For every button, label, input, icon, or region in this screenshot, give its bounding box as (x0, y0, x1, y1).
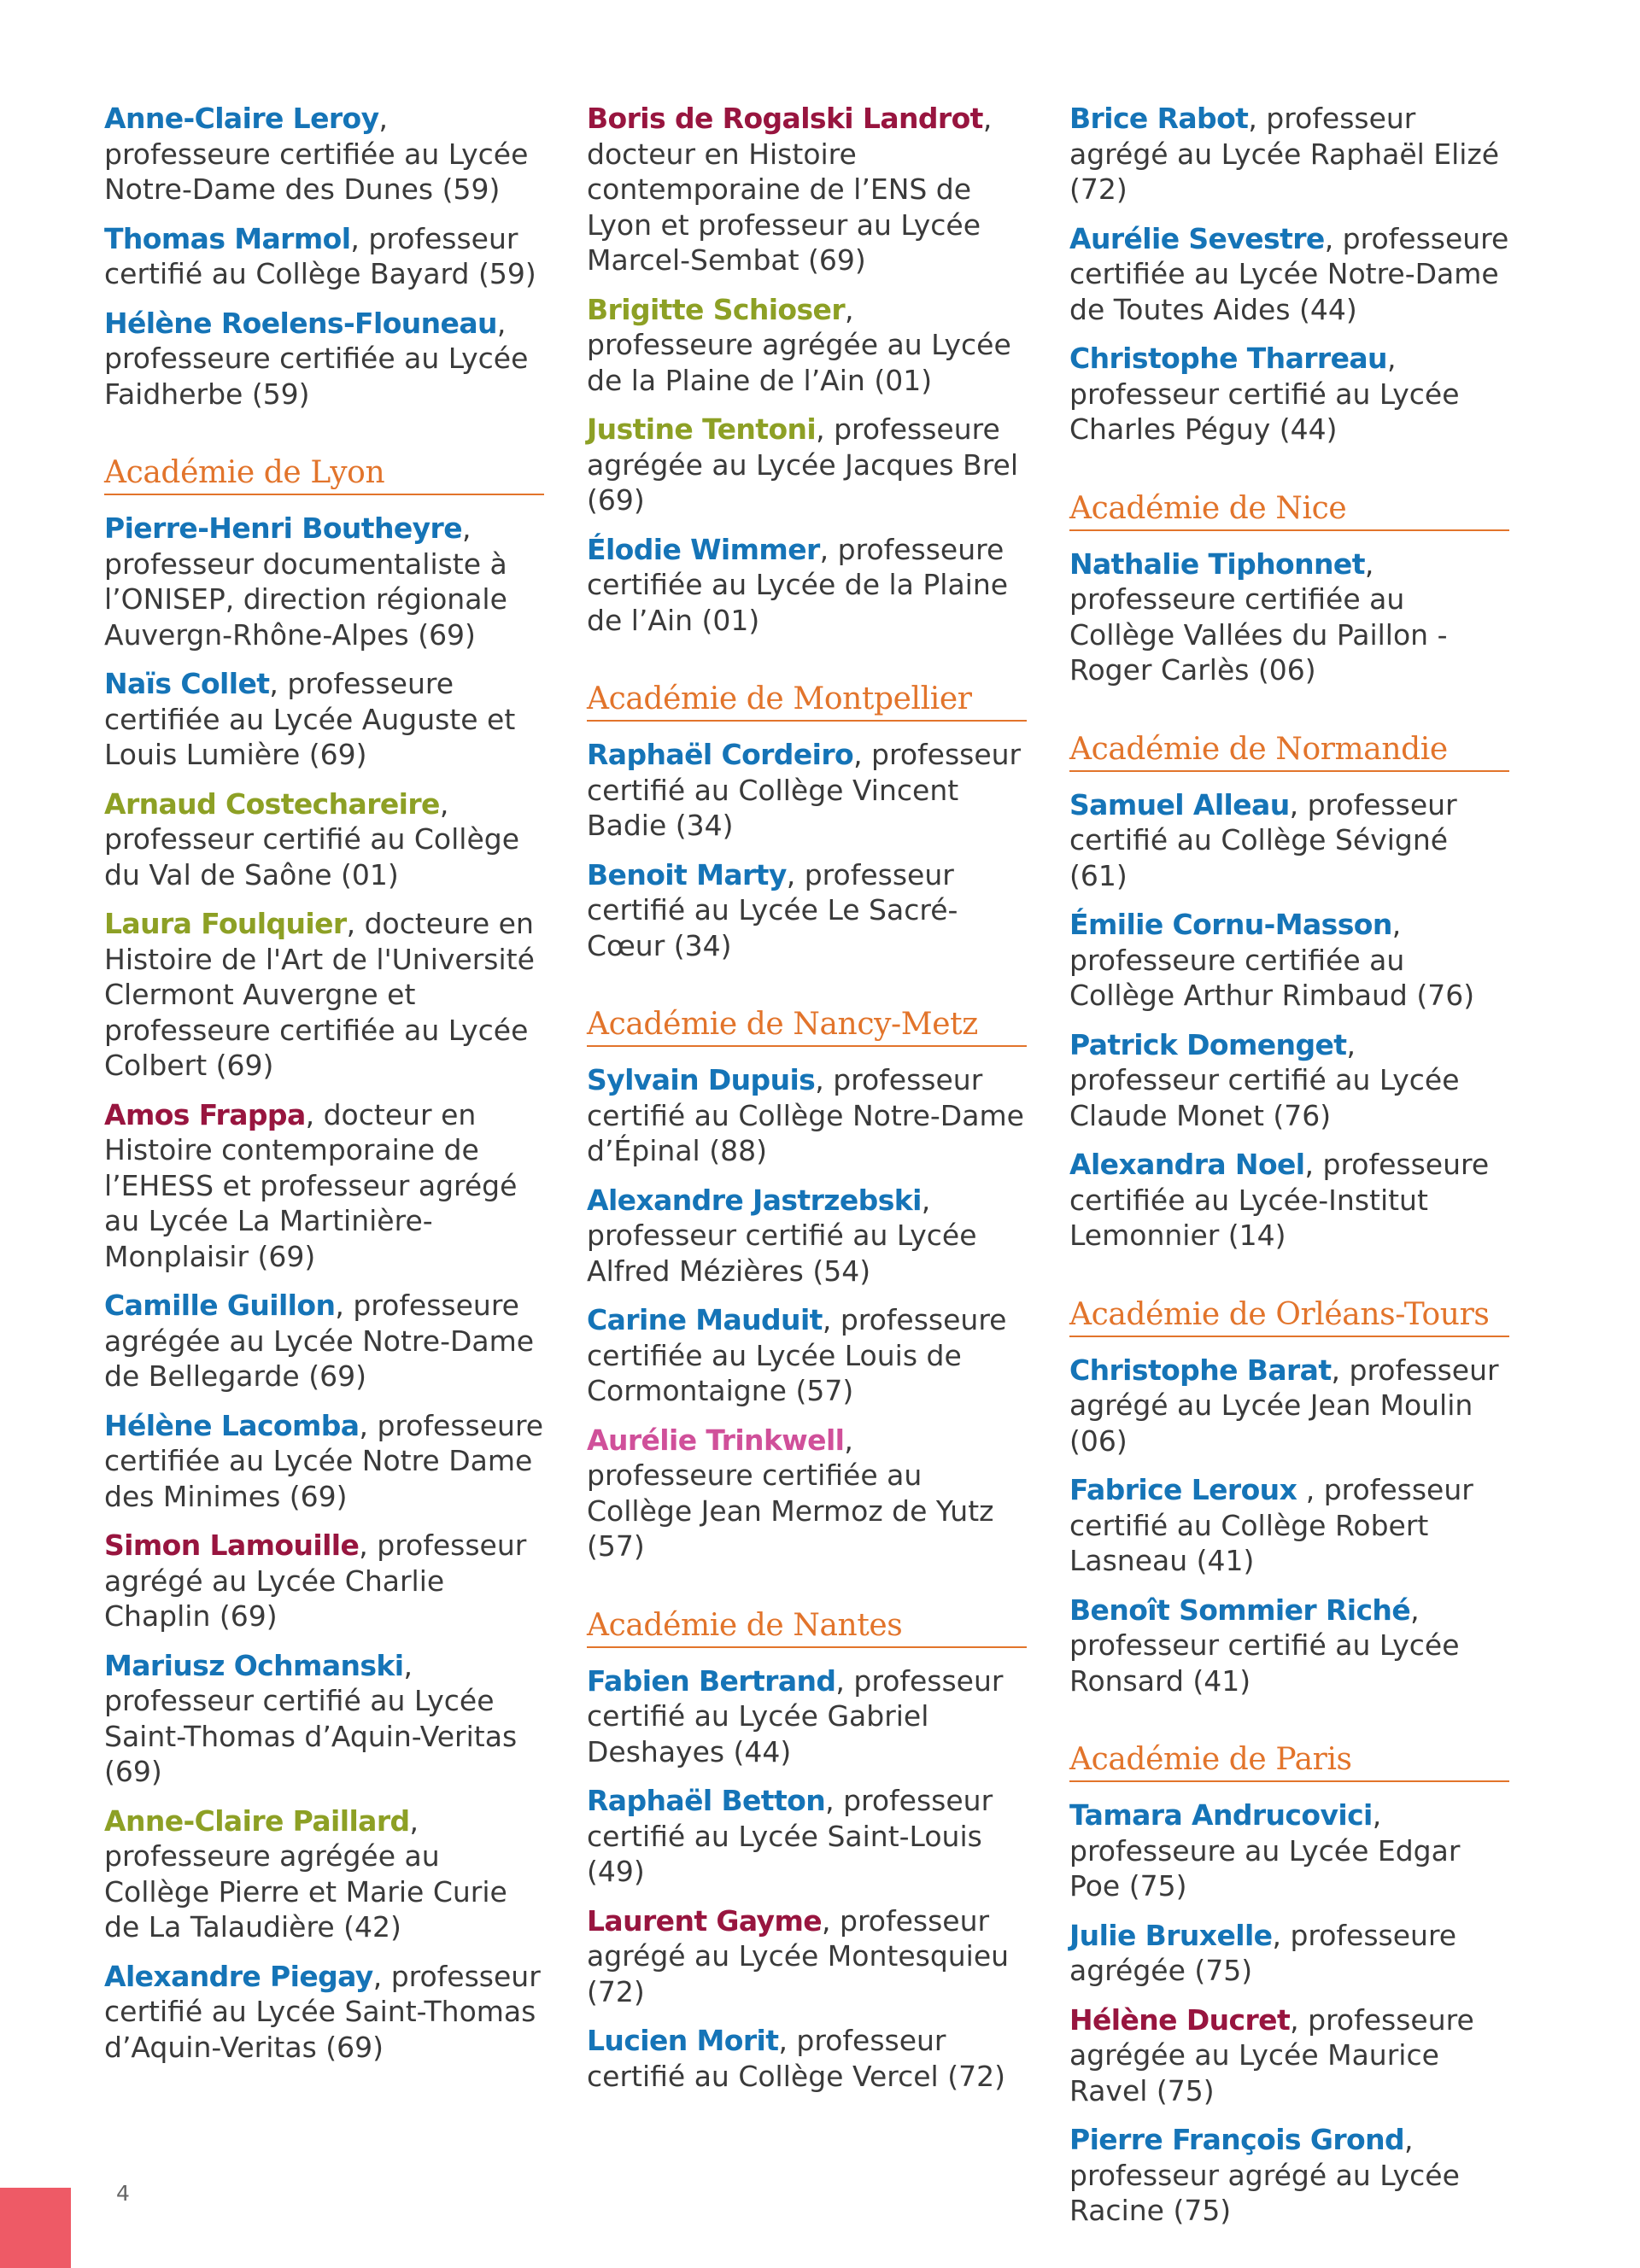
contributor-role: , professeur agrégé au Lycée Racine (75) (1069, 2123, 1460, 2227)
contributor-name: Pierre-Henri Boutheyre (104, 511, 463, 545)
contributor-name: Laura Foulquier (104, 907, 347, 940)
contributor-role: , professeure certifiée au Collège Jean Mermoz de Yutz (57) (587, 1423, 994, 1563)
contributor-name: Fabien Bertrand (587, 1663, 836, 1698)
contributor-name: Hélène Ducret (1069, 2002, 1291, 2037)
page-number: 4 (116, 2181, 130, 2206)
contributors-columns (104, 101, 1509, 2242)
contributor-entry (104, 1648, 544, 1790)
contributor-name: Alexandre Piegay (104, 1959, 373, 1993)
contributor-role: , professeur certifié au Collège Bayard (59) (104, 221, 536, 290)
contributor-name: Alexandra Noel (1069, 1148, 1305, 1181)
contributor-name: Laurent Gayme (587, 1903, 823, 1938)
contributor-entry (104, 1097, 544, 1275)
contributor-entry (104, 511, 544, 652)
contributor-name: Boris de Rogalski Landrot (587, 102, 983, 135)
contributor-name: Hélène Lacomba (104, 1408, 360, 1442)
contributor-name: Naïs Collet (104, 667, 270, 700)
contributor-name: Aurélie Trinkwell (587, 1423, 845, 1457)
contributor-role: , professeur certifié au Lycée Gabriel Deshayes (44) (587, 1663, 1004, 1768)
contributor-role: , professeure certifiée au Lycée Notre Dame des Minimes (69) (104, 1408, 544, 1513)
contributor-entry (1069, 1472, 1509, 1579)
column-3 (1069, 101, 1509, 2242)
contributor-entry (587, 1423, 1027, 1564)
contributor-name: Alexandre Jastrzebski (587, 1183, 922, 1217)
contributor-role: , professeur certifié au Collège Robert Lasneau (41) (1069, 1473, 1473, 1577)
contributor-entry (1069, 1918, 1509, 1989)
contributor-entry (104, 1288, 544, 1394)
contributor-entry (1069, 1147, 1509, 1254)
academy-heading: Académie de Lyon (104, 454, 544, 495)
contributor-role: , professeure certifiée au Lycée Notre-Dame des Dunes (59) (104, 102, 529, 206)
contributor-name: Mariusz Ochmanski (104, 1648, 404, 1682)
contributor-role: , professeure certifiée au Collège Arthur Rimbaud (76) (1069, 908, 1475, 1012)
contributor-role: , professeur certifié au Lycée Claude Monet (76) (1069, 1027, 1460, 1132)
contributor-entry (587, 1062, 1027, 1169)
contributor-entry (104, 666, 544, 773)
contributor-role: , professeur agrégé au Lycée Raphaël Elizé (72) (1069, 102, 1500, 206)
contributor-role: , professeur certifié au Lycée Le Sacré-Cœur (34) (587, 857, 958, 962)
contributor-name: Benoit Marty (587, 857, 787, 891)
contributor-role: , professeur agrégé au Lycée Montesquieu (72) (587, 1903, 1010, 2008)
contributor-entry (587, 1783, 1027, 1890)
contributor-role: , professeure agrégée au Lycée Notre-Dame de Bellegarde (69) (104, 1289, 535, 1393)
academy-heading: Académie de Nantes (587, 1607, 1027, 1648)
contributor-entry (587, 737, 1027, 844)
contributor-entry (1069, 547, 1509, 688)
contributor-entry (587, 1903, 1027, 2010)
contributor-name: Lucien Morit (587, 2024, 779, 2057)
contributor-name: Amos Frappa (104, 1097, 306, 1131)
contributor-entry (1069, 787, 1509, 894)
academy-heading: Académie de Paris (1069, 1741, 1509, 1782)
contributor-name: Tamara Andrucovici (1069, 1798, 1373, 1832)
contributor-role: , professeure certifiée au Lycée de la Plaine de l’Ain (01) (587, 532, 1009, 637)
contributor-name: Brigitte Schioser (587, 292, 845, 326)
contributor-entry (1069, 341, 1509, 447)
contributor-role: , docteure en Histoire de l'Art de l'Université Clermont Auvergne et professeure certifiée au Lycée Colbert (69) (104, 907, 535, 1082)
contributor-role: , docteur en Histoire contemporaine de l’ENS de Lyon et professeur au Lycée Marcel-Sembat (69) (587, 102, 993, 277)
contributor-name: Simon Lamouille (104, 1529, 360, 1562)
contributor-role: , professeure certifiée au Lycée-Institut Lemonnier (14) (1069, 1148, 1490, 1252)
contributor-entry (1069, 1593, 1509, 1699)
contributor-name: Raphaël Betton (587, 1784, 826, 1817)
contributor-entry (1069, 1353, 1509, 1459)
contributor-entry (104, 1959, 544, 2066)
contributor-role: , professeur certifié au Lycée Charles Péguy (44) (1069, 342, 1460, 446)
column-2 (587, 101, 1027, 2242)
contributor-role: , professeure agrégée au Lycée Maurice Ravel (75) (1069, 2002, 1474, 2107)
contributor-role: , professeure certifiée au Lycée Auguste et Louis Lumière (69) (104, 667, 516, 771)
contributor-entry (104, 786, 544, 893)
contributor-entry (587, 101, 1027, 278)
contributor-role: , professeur certifié au Lycée Saint-Thomas d’Aquin-Veritas (69) (104, 1648, 518, 1788)
contributor-role: , docteur en Histoire contemporaine de l’EHESS et professeur agrégé au Lycée La Martinière-Monplaisir (69) (104, 1097, 518, 1273)
contributor-entry (1069, 221, 1509, 328)
contributor-name: Arnaud Costechareire (104, 786, 440, 821)
contributor-entry (587, 532, 1027, 639)
contributor-name: Nathalie Tiphonnet (1069, 547, 1365, 581)
contributor-entry (104, 101, 544, 208)
contributor-entry (587, 292, 1027, 399)
academy-heading: Académie de Normandie (1069, 731, 1509, 772)
contributor-name: Camille Guillon (104, 1289, 336, 1322)
contributor-role: , professeure au Lycée Edgar Poe (75) (1069, 1798, 1461, 1903)
contributor-role: , professeure agrégée au Lycée Jacques Brel (69) (587, 412, 1019, 517)
contributor-role: , professeure certifiée au Lycée Notre-Dame de Toutes Aides (44) (1069, 221, 1509, 326)
contributor-entry (587, 857, 1027, 964)
contributor-entry (1069, 2002, 1509, 2109)
contributor-role: , professeur certifié au Lycée Saint-Louis (49) (587, 1784, 993, 1888)
contributor-entry (104, 1528, 544, 1634)
contributor-name: Sylvain Dupuis (587, 1063, 816, 1096)
page-corner-accent (0, 2188, 71, 2268)
contributor-name: Pierre François Grond (1069, 2123, 1404, 2156)
contributor-role: , professeure agrégée (75) (1069, 1918, 1457, 1987)
contributor-entry (587, 412, 1027, 518)
academy-heading: Académie de Nancy-Metz (587, 1006, 1027, 1047)
contributor-name: Anne-Claire Paillard (104, 1803, 410, 1838)
contributor-role: , professeure certifiée au Collège Vallées du Paillon - Roger Carlès (06) (1069, 547, 1448, 687)
contributor-entry (1069, 1797, 1509, 1904)
contributor-role: , professeur certifié au Collège Sévigné (61) (1069, 787, 1457, 892)
contributor-entry (587, 1302, 1027, 1409)
contributor-entry (104, 306, 544, 412)
contributor-entry (1069, 1027, 1509, 1134)
contributor-role: , professeur certifié au Collège Notre-Dame d’Épinal (88) (587, 1063, 1024, 1167)
contributor-role: , professeure certifiée au Lycée Faidherbe (59) (104, 306, 529, 411)
contributor-name: Aurélie Sevestre (1069, 221, 1325, 255)
contributor-name: Justine Tentoni (587, 412, 817, 446)
contributor-role: , professeure agrégée au Lycée de la Plaine de l’Ain (01) (587, 292, 1011, 397)
contributor-name: Christophe Tharreau (1069, 342, 1387, 375)
contributor-role: , professeur certifié au Lycée Alfred Mézières (54) (587, 1183, 977, 1288)
contributor-name: Christophe Barat (1069, 1353, 1332, 1387)
contributor-entry (104, 1408, 544, 1515)
academy-heading: Académie de Orléans-Tours (1069, 1296, 1509, 1337)
contributor-name: Carine Mauduit (587, 1303, 823, 1336)
contributor-role: , professeur agrégé au Lycée Jean Moulin (06) (1069, 1353, 1499, 1458)
contributor-name: Samuel Alleau (1069, 787, 1290, 821)
contributor-name: Patrick Domenget (1069, 1027, 1347, 1061)
contributor-role: , professeur agrégé au Lycée Charlie Chaplin (69) (104, 1529, 527, 1633)
contributor-name: Brice Rabot (1069, 102, 1249, 135)
contributor-name: Fabrice Leroux (1069, 1473, 1297, 1506)
contributor-entry (587, 2023, 1027, 2094)
contributor-name: Hélène Roelens-Flouneau (104, 306, 497, 340)
contributor-role: , professeur certifié au Collège Vercel (72) (587, 2024, 1005, 2093)
contributor-role: , professeur certifié au Lycée Ronsard (41) (1069, 1593, 1460, 1698)
contributor-entry (1069, 907, 1509, 1014)
contributor-entry (587, 1183, 1027, 1289)
contributor-name: Émilie Cornu-Masson (1069, 908, 1392, 941)
contributor-entry (104, 221, 544, 292)
contributor-entry (104, 906, 544, 1084)
contributor-name: Anne-Claire Leroy (104, 102, 379, 135)
contributor-name: Élodie Wimmer (587, 532, 820, 566)
academy-heading: Académie de Nice (1069, 490, 1509, 531)
academy-heading: Académie de Montpellier (587, 681, 1027, 722)
column-1 (104, 101, 544, 2242)
contributor-entry (1069, 101, 1509, 208)
contributor-role: , professeure certifiée au Lycée Louis de Cormontaigne (57) (587, 1303, 1007, 1407)
contributor-name: Raphaël Cordeiro (587, 738, 854, 771)
contributor-entry (104, 1803, 544, 1945)
contributor-role: , professeur certifié au Lycée Saint-Thomas d’Aquin-Veritas (69) (104, 1959, 541, 2064)
contributor-role: , professeur certifié au Collège Vincent Badie (34) (587, 738, 1022, 842)
contributor-name: Julie Bruxelle (1069, 1918, 1273, 1952)
contributor-role: , professeur certifié au Collège du Val de Saône (01) (104, 786, 520, 891)
contributor-entry (587, 1663, 1027, 1770)
contributor-name: Thomas Marmol (104, 221, 351, 255)
contributor-role: , professeure agrégée au Collège Pierre et Marie Curie de La Talaudière (42) (104, 1803, 507, 1944)
contributor-entry (1069, 2122, 1509, 2229)
contributor-name: Benoît Sommier Riché (1069, 1593, 1411, 1627)
contributor-role: , professeur documentaliste à l’ONISEP, direction régionale Auvergn-Rhône-Alpes (69) (104, 511, 507, 652)
